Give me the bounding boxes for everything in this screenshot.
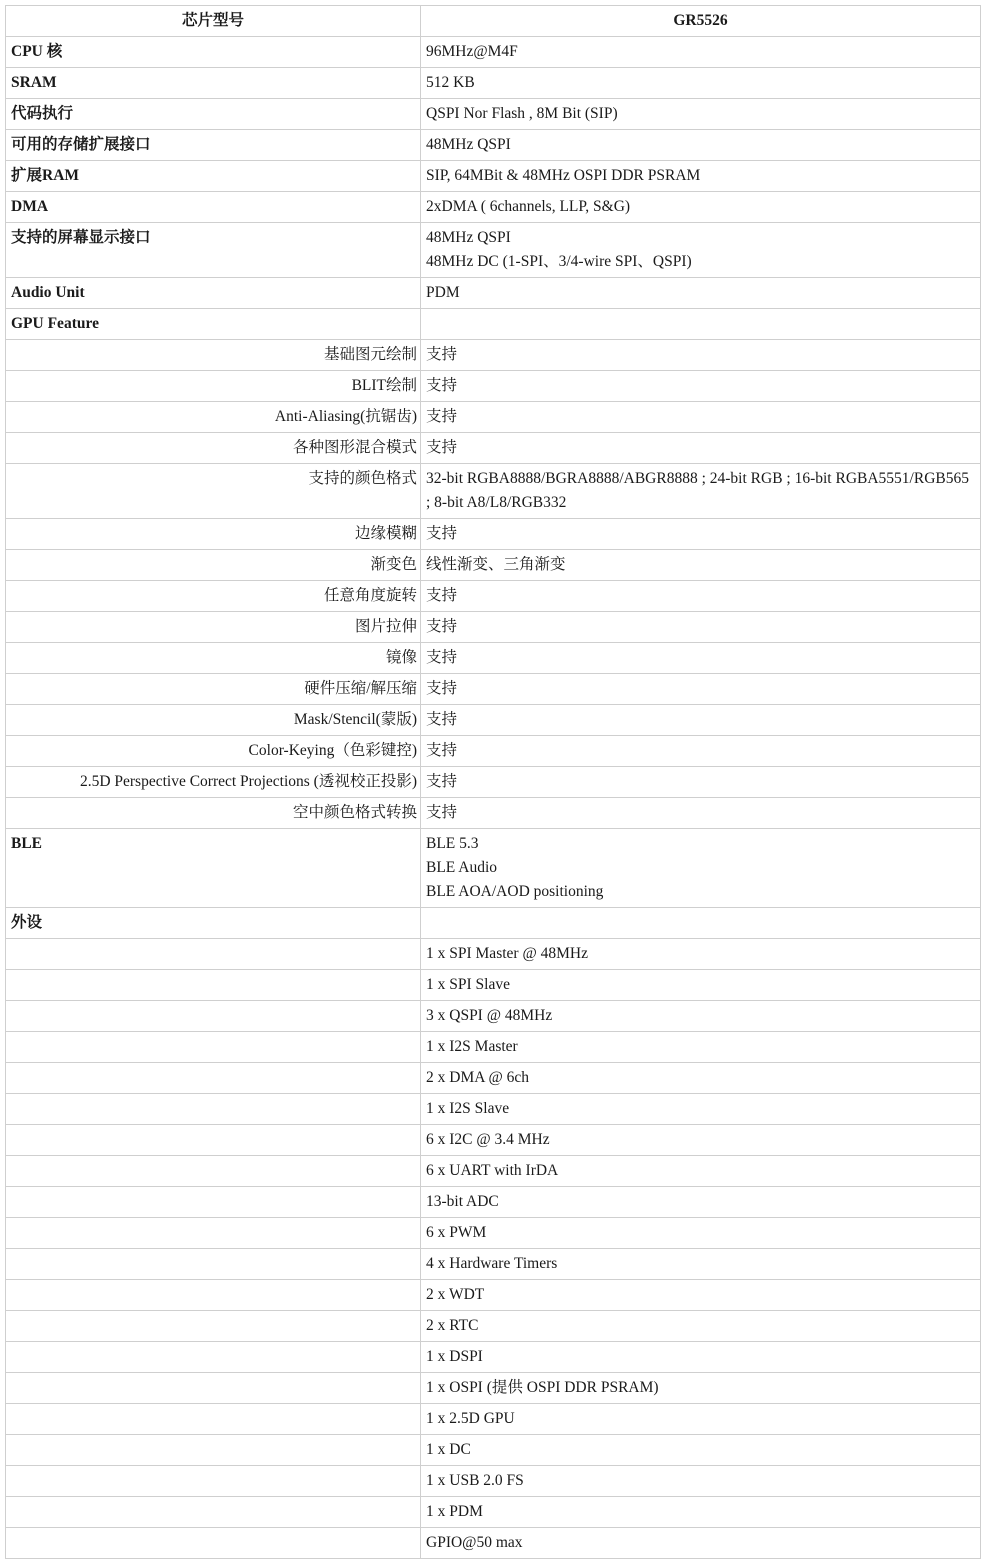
row-value xyxy=(421,908,981,939)
value-line: QSPI Nor Flash , 8M Bit (SIP) xyxy=(426,105,618,122)
value-line: 1 x 2.5D GPU xyxy=(426,1410,515,1427)
value-line: 96MHz@M4F xyxy=(426,43,518,60)
table-row xyxy=(6,1311,981,1342)
table-row xyxy=(6,1373,981,1404)
header-chip-model: 芯片型号 xyxy=(6,6,421,37)
value-line: 1 x I2S Master xyxy=(426,1038,518,1055)
spec-table-body xyxy=(6,6,981,1559)
row-value xyxy=(421,68,981,99)
row-sublabel xyxy=(6,1125,421,1156)
row-sublabel: 边缘模糊 xyxy=(6,519,421,550)
value-line: 48MHz DC (1-SPI、3/4-wire SPI、QSPI) xyxy=(426,253,692,270)
row-value xyxy=(421,1404,981,1435)
value-line: 支持 xyxy=(426,618,458,635)
value-line: BLE 5.3 xyxy=(426,835,479,852)
row-value xyxy=(421,309,981,340)
value-line: 3 x QSPI @ 48MHz xyxy=(426,1007,553,1024)
row-sublabel xyxy=(6,1001,421,1032)
row-value xyxy=(421,1497,981,1528)
row-value xyxy=(421,99,981,130)
table-row xyxy=(6,1032,981,1063)
table-row xyxy=(6,1466,981,1497)
value-line: PDM xyxy=(426,284,460,301)
row-sublabel xyxy=(6,1280,421,1311)
table-row xyxy=(6,402,981,433)
row-value xyxy=(421,1435,981,1466)
table-row xyxy=(6,1497,981,1528)
value-line: 支持 xyxy=(426,377,458,394)
row-value xyxy=(421,278,981,309)
value-line: 支持 xyxy=(426,680,458,697)
value-line: 2 x RTC xyxy=(426,1317,479,1334)
value-line: 48MHz QSPI xyxy=(426,136,511,153)
value-line: 1 x OSPI (提供 OSPI DDR PSRAM) xyxy=(426,1379,659,1396)
row-value xyxy=(421,130,981,161)
value-line: 支持 xyxy=(426,408,458,425)
value-line: 支持 xyxy=(426,346,458,363)
row-label: 代码执行 xyxy=(6,99,421,130)
row-sublabel xyxy=(6,939,421,970)
row-label: 支持的屏幕显示接口 xyxy=(6,223,421,278)
row-value xyxy=(421,1125,981,1156)
table-row xyxy=(6,550,981,581)
value-line: 1 x PDM xyxy=(426,1503,483,1520)
row-sublabel xyxy=(6,1466,421,1497)
row-value xyxy=(421,1342,981,1373)
row-value xyxy=(421,223,981,278)
table-row xyxy=(6,1342,981,1373)
row-value xyxy=(421,464,981,519)
row-label: 可用的存储扩展接口 xyxy=(6,130,421,161)
value-line: 4 x Hardware Timers xyxy=(426,1255,558,1272)
row-sublabel xyxy=(6,1156,421,1187)
row-value xyxy=(421,705,981,736)
table-row xyxy=(6,1404,981,1435)
value-line: 2 x DMA @ 6ch xyxy=(426,1069,529,1086)
row-sublabel xyxy=(6,1435,421,1466)
row-sublabel xyxy=(6,1249,421,1280)
row-sublabel xyxy=(6,1218,421,1249)
table-row xyxy=(6,309,981,340)
table-row xyxy=(6,464,981,519)
row-value xyxy=(421,829,981,908)
row-value xyxy=(421,643,981,674)
row-value xyxy=(421,767,981,798)
row-sublabel: 镜像 xyxy=(6,643,421,674)
table-row xyxy=(6,612,981,643)
row-sublabel xyxy=(6,1187,421,1218)
row-sublabel: 图片拉伸 xyxy=(6,612,421,643)
row-sublabel: 硬件压缩/解压缩 xyxy=(6,674,421,705)
table-row xyxy=(6,643,981,674)
row-value xyxy=(421,1187,981,1218)
row-sublabel: 任意角度旋转 xyxy=(6,581,421,612)
row-sublabel: 空中颜色格式转换 xyxy=(6,798,421,829)
spec-table xyxy=(5,5,981,1559)
row-value xyxy=(421,1249,981,1280)
row-value xyxy=(421,433,981,464)
row-label: 扩展RAM xyxy=(6,161,421,192)
value-line: 支持 xyxy=(426,773,458,790)
row-sublabel: 基础图元绘制 xyxy=(6,340,421,371)
row-label: Audio Unit xyxy=(6,278,421,309)
row-value xyxy=(421,1311,981,1342)
row-sublabel xyxy=(6,1094,421,1125)
value-line: 支持 xyxy=(426,525,458,542)
row-sublabel xyxy=(6,1311,421,1342)
row-sublabel: Anti-Aliasing(抗锯齿) xyxy=(6,402,421,433)
value-line: 6 x I2C @ 3.4 MHz xyxy=(426,1131,550,1148)
row-value xyxy=(421,970,981,1001)
table-row xyxy=(6,829,981,908)
value-line: 1 x DSPI xyxy=(426,1348,483,1365)
table-row xyxy=(6,1063,981,1094)
row-value xyxy=(421,581,981,612)
value-line: BLE Audio xyxy=(426,859,498,876)
value-line: 支持 xyxy=(426,804,458,821)
row-label: DMA xyxy=(6,192,421,223)
table-row xyxy=(6,433,981,464)
value-line: 2 x WDT xyxy=(426,1286,485,1303)
row-label: CPU 核 xyxy=(6,37,421,68)
table-row xyxy=(6,1125,981,1156)
row-value xyxy=(421,1280,981,1311)
row-value xyxy=(421,1032,981,1063)
row-sublabel xyxy=(6,1063,421,1094)
row-value xyxy=(421,939,981,970)
row-sublabel xyxy=(6,1373,421,1404)
value-line: 2xDMA ( 6channels, LLP, S&G) xyxy=(426,198,631,215)
row-sublabel xyxy=(6,1032,421,1063)
value-line: 1 x SPI Master @ 48MHz xyxy=(426,945,588,962)
value-line: 支持 xyxy=(426,587,458,604)
table-row xyxy=(6,130,981,161)
row-sublabel xyxy=(6,1404,421,1435)
row-value xyxy=(421,1094,981,1125)
row-value xyxy=(421,674,981,705)
row-sublabel xyxy=(6,1528,421,1559)
row-value xyxy=(421,371,981,402)
table-row xyxy=(6,1249,981,1280)
table-row xyxy=(6,371,981,402)
table-row xyxy=(6,1280,981,1311)
table-row xyxy=(6,970,981,1001)
table-row xyxy=(6,1218,981,1249)
table-row xyxy=(6,278,981,309)
row-value xyxy=(421,612,981,643)
row-value xyxy=(421,37,981,68)
row-sublabel xyxy=(6,1342,421,1373)
row-value xyxy=(421,550,981,581)
table-row xyxy=(6,68,981,99)
table-row xyxy=(6,1187,981,1218)
row-value xyxy=(421,1156,981,1187)
row-sublabel: 渐变色 xyxy=(6,550,421,581)
row-value xyxy=(421,798,981,829)
table-row xyxy=(6,192,981,223)
value-line: 6 x UART with IrDA xyxy=(426,1162,559,1179)
table-row xyxy=(6,1001,981,1032)
value-line: 1 x USB 2.0 FS xyxy=(426,1472,524,1489)
table-row xyxy=(6,939,981,970)
table-row xyxy=(6,705,981,736)
value-line: 32-bit RGBA8888/BGRA8888/ABGR8888 ; 24-bit RGB ; 16-bit RGBA5551/RGB565 ; 8-bit A8/L8/RGB332 xyxy=(426,470,969,511)
value-line: 6 x PWM xyxy=(426,1224,487,1241)
table-row xyxy=(6,340,981,371)
value-line: 支持 xyxy=(426,742,458,759)
row-sublabel: 支持的颜色格式 xyxy=(6,464,421,519)
row-sublabel: 各种图形混合模式 xyxy=(6,433,421,464)
table-row xyxy=(6,1528,981,1559)
table-row xyxy=(6,99,981,130)
row-sublabel: BLIT绘制 xyxy=(6,371,421,402)
value-line: 1 x DC xyxy=(426,1441,471,1458)
table-row xyxy=(6,1094,981,1125)
value-line: 1 x I2S Slave xyxy=(426,1100,510,1117)
value-line: 1 x SPI Slave xyxy=(426,976,510,993)
table-header-row xyxy=(6,6,981,37)
value-line: 支持 xyxy=(426,649,458,666)
row-label: GPU Feature xyxy=(6,309,421,340)
table-row xyxy=(6,736,981,767)
row-sublabel: Mask/Stencil(蒙版) xyxy=(6,705,421,736)
table-row xyxy=(6,223,981,278)
table-row xyxy=(6,581,981,612)
row-value xyxy=(421,519,981,550)
row-value xyxy=(421,1466,981,1497)
value-line: 支持 xyxy=(426,711,458,728)
value-line: 48MHz QSPI xyxy=(426,229,511,246)
table-row xyxy=(6,161,981,192)
row-value xyxy=(421,1063,981,1094)
table-row xyxy=(6,767,981,798)
row-label: BLE xyxy=(6,829,421,908)
value-line: BLE AOA/AOD positioning xyxy=(426,883,604,900)
row-sublabel xyxy=(6,1497,421,1528)
table-row xyxy=(6,1156,981,1187)
value-line: GPIO@50 max xyxy=(426,1534,523,1551)
table-row xyxy=(6,519,981,550)
row-label: 外设 xyxy=(6,908,421,939)
value-line: 13-bit ADC xyxy=(426,1193,499,1210)
header-chip-name: GR5526 xyxy=(421,6,981,37)
row-sublabel: Color-Keying（色彩键控) xyxy=(6,736,421,767)
value-line: 线性渐变、三角渐变 xyxy=(426,556,566,573)
row-value xyxy=(421,340,981,371)
row-value xyxy=(421,192,981,223)
row-value xyxy=(421,1218,981,1249)
table-row xyxy=(6,908,981,939)
row-value xyxy=(421,161,981,192)
row-value xyxy=(421,1001,981,1032)
table-row xyxy=(6,798,981,829)
row-sublabel xyxy=(6,970,421,1001)
row-value xyxy=(421,1528,981,1559)
row-value xyxy=(421,1373,981,1404)
row-label: SRAM xyxy=(6,68,421,99)
row-value xyxy=(421,402,981,433)
table-row xyxy=(6,674,981,705)
value-line: SIP, 64MBit & 48MHz OSPI DDR PSRAM xyxy=(426,167,701,184)
row-value xyxy=(421,736,981,767)
table-row xyxy=(6,1435,981,1466)
table-row xyxy=(6,37,981,68)
row-sublabel: 2.5D Perspective Correct Projections (透视校正投影) xyxy=(6,767,421,798)
value-line: 512 KB xyxy=(426,74,475,91)
value-line: 支持 xyxy=(426,439,458,456)
